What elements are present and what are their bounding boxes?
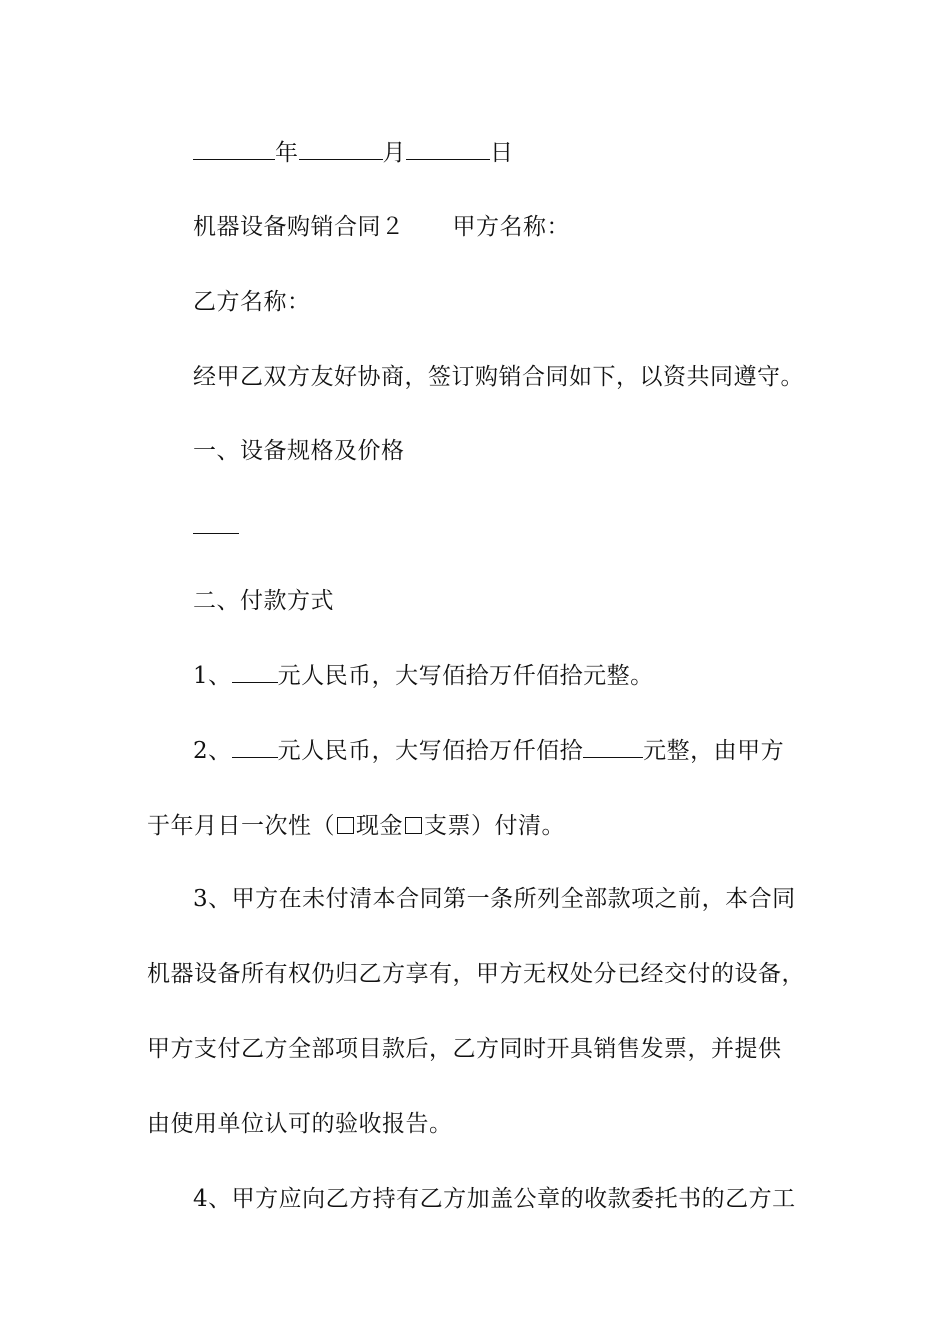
payment-item-2-cont (147, 811, 565, 841)
party-a-label: 甲方名称： (452, 214, 570, 240)
contract-title: 机器设备购销合同２ (193, 214, 405, 240)
party-b-label: 乙方名称： (193, 289, 311, 315)
year-label: 年 (275, 140, 299, 166)
section-heading-1: 一、设备规格及价格 (193, 438, 405, 464)
item1-number: 1、 (193, 663, 232, 689)
item1-amount-blank (232, 662, 278, 683)
item2-amount-blank (232, 737, 278, 758)
check-checkbox (405, 817, 422, 834)
year-blank (193, 139, 275, 160)
item3-line-3: 甲方支付乙方全部项目款后，乙方同时开具销售发票，并提供 (147, 1036, 782, 1062)
item2-text-a: 元人民币，大写佰拾万仟佰拾 (277, 738, 584, 764)
month-label: 月 (382, 140, 406, 166)
item2-words-blank (583, 737, 643, 758)
item3-line-1: 3、甲方在未付清本合同第一条所列全部款项之前，本合同 (193, 886, 796, 912)
cash-checkbox (337, 817, 354, 834)
item4-line-1: 4、甲方应向乙方持有乙方加盖公章的收款委托书的乙方工 (193, 1186, 796, 1212)
intro-paragraph: 经甲乙双方友好协商，签订购销合同如下，以资共同遵守。 (193, 364, 804, 390)
section-heading-2: 二、付款方式 (193, 588, 334, 614)
item3-line-4: 由使用单位认可的验收报告。 (147, 1111, 453, 1137)
item2-text-b: 元整，由甲方 (643, 738, 785, 764)
payment-item-1 (193, 661, 654, 691)
month-blank (299, 139, 383, 160)
date-line (193, 138, 514, 168)
payment-item-2 (193, 736, 784, 766)
item1-text: 元人民币，大写佰拾万仟佰拾元整。 (277, 663, 654, 689)
cash-label: 现金 (356, 813, 403, 839)
spec-blank-line (193, 512, 239, 542)
item2-line2-c: 支票）付清。 (424, 813, 565, 839)
item3-line-2: 机器设备所有权仍归乙方享有，甲方无权处分已经交付的设备， (147, 961, 805, 987)
day-blank (406, 139, 490, 160)
day-label: 日 (490, 140, 514, 166)
spec-blank (193, 513, 239, 534)
item2-line2-a: 于年月日一次性（ (147, 813, 335, 839)
title-line (193, 212, 570, 242)
item2-number: 2、 (193, 738, 232, 764)
